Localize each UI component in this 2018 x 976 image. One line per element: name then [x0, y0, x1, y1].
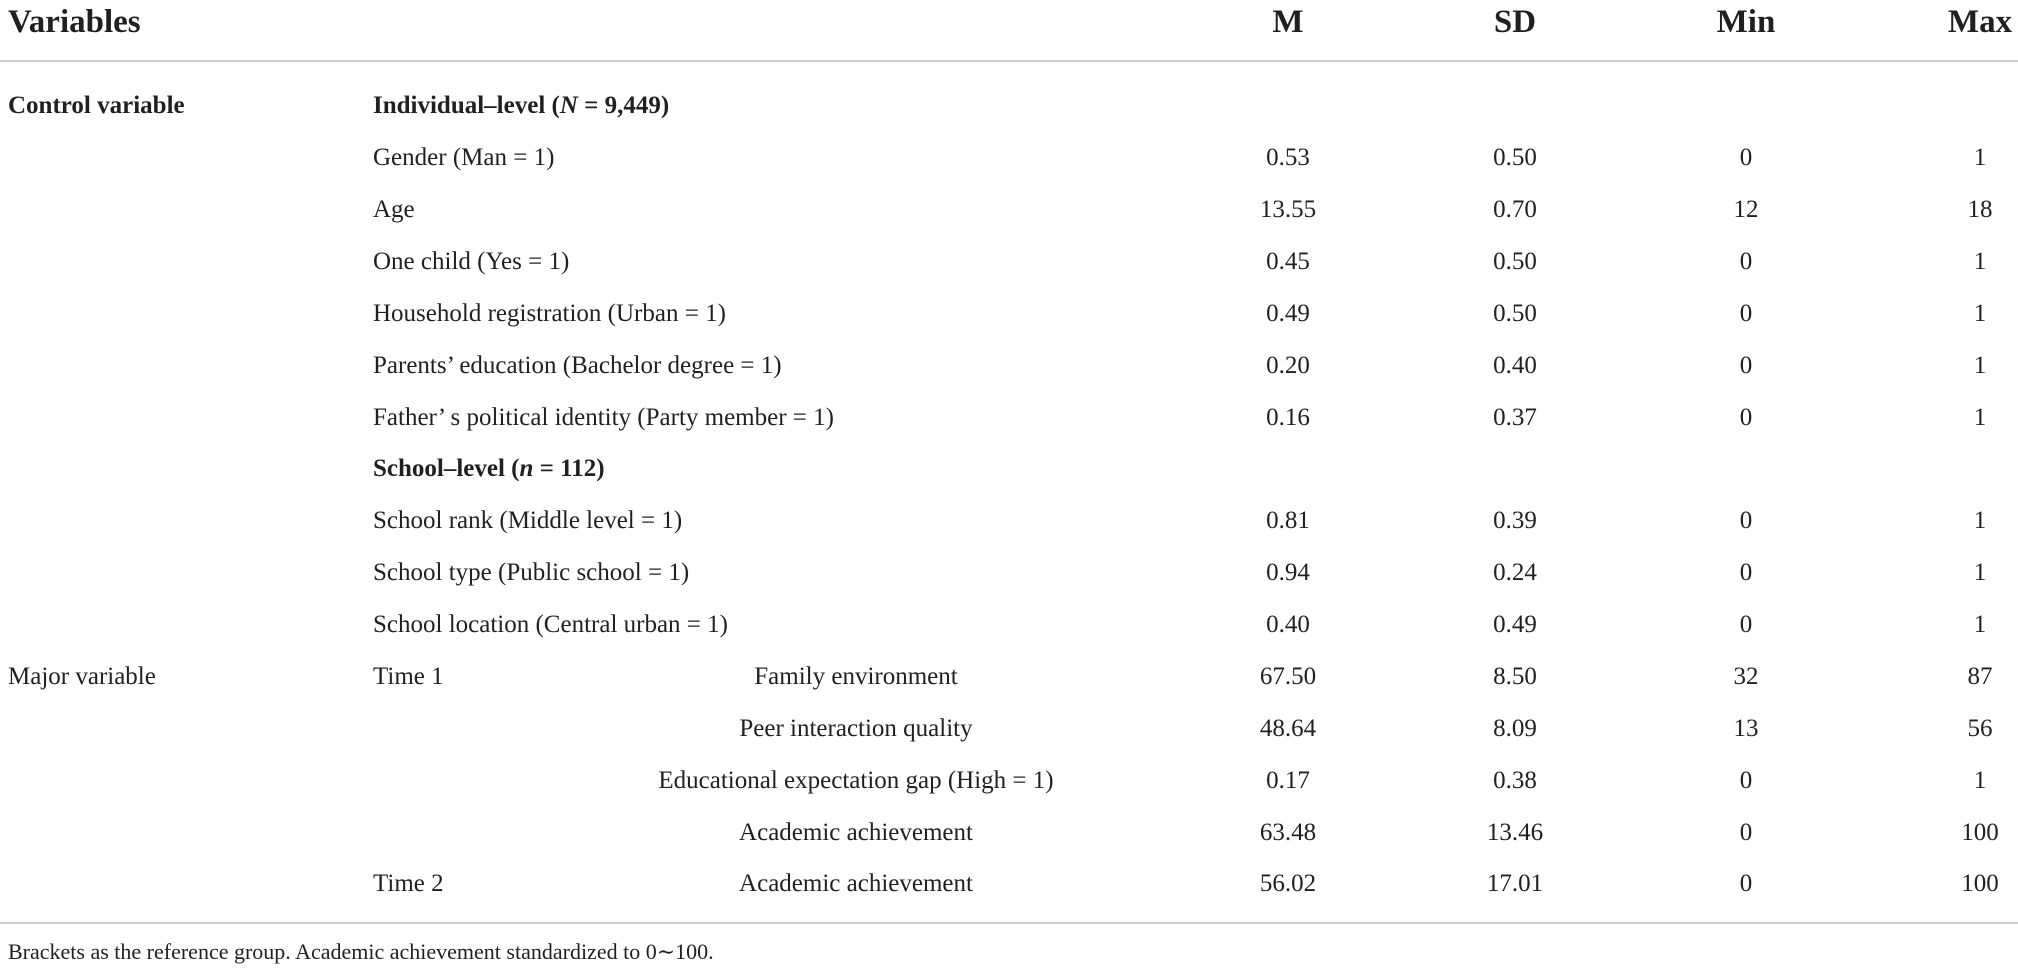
table-row	[0, 605, 2018, 645]
cell-m: 56.02	[1259, 870, 1317, 897]
cell-sd: 0.37	[1493, 404, 1537, 431]
row-label: School rank (Middle level = 1)	[373, 507, 683, 534]
category-control: Control variable	[8, 92, 185, 119]
time-label: Time 1	[373, 663, 444, 690]
cell-max: 1	[1973, 767, 1987, 794]
row-label: Educational expectation gap (High = 1)	[658, 767, 1054, 794]
cell-min: 0	[1739, 559, 1753, 586]
table-row	[0, 449, 2018, 489]
cell-m: 0.20	[1266, 352, 1310, 379]
cell-max: 87	[1967, 663, 1993, 690]
table-row	[0, 86, 2018, 126]
table-row	[0, 346, 2018, 386]
cell-sd: 0.40	[1493, 352, 1537, 379]
cell-m: 0.81	[1266, 507, 1310, 534]
row-label: One child (Yes = 1)	[373, 248, 570, 275]
cell-max: 1	[1973, 352, 1987, 379]
cell-max: 1	[1973, 611, 1987, 638]
cell-max: 1	[1973, 300, 1987, 327]
category-major: Major variable	[8, 663, 156, 690]
cell-max: 1	[1973, 248, 1987, 275]
table-row	[0, 813, 2018, 853]
row-label: School location (Central urban = 1)	[373, 611, 728, 638]
cell-min: 0	[1739, 248, 1753, 275]
cell-max: 100	[1961, 870, 1999, 897]
cell-m: 0.45	[1266, 248, 1310, 275]
cell-min: 0	[1739, 300, 1753, 327]
table-row	[0, 501, 2018, 541]
bottom-rule	[0, 922, 2018, 924]
time-label: Time 2	[373, 870, 444, 897]
cell-min: 0	[1739, 870, 1753, 897]
row-label: Family environment	[754, 663, 958, 690]
cell-sd: 0.39	[1493, 507, 1537, 534]
table-row	[0, 138, 2018, 178]
row-label: Academic achievement	[739, 819, 973, 846]
cell-m: 0.16	[1266, 404, 1310, 431]
row-label: Parents’ education (Bachelor degree = 1)	[373, 352, 782, 379]
cell-sd: 0.50	[1493, 300, 1537, 327]
cell-sd: 0.49	[1493, 611, 1537, 638]
cell-max: 18	[1967, 196, 1993, 223]
cell-m: 0.49	[1266, 300, 1310, 327]
cell-sd: 0.24	[1493, 559, 1537, 586]
cell-sd: 13.46	[1486, 819, 1544, 846]
cell-min: 0	[1739, 352, 1753, 379]
cell-min: 0	[1739, 507, 1753, 534]
cell-max: 1	[1973, 507, 1987, 534]
cell-min: 0	[1739, 819, 1753, 846]
row-label: Gender (Man = 1)	[373, 144, 555, 171]
cell-sd: 0.70	[1493, 196, 1537, 223]
individual-level-heading: Individual–level (N = 9,449)	[373, 92, 670, 119]
row-label: Peer interaction quality	[739, 715, 973, 742]
cell-sd: 17.01	[1486, 870, 1544, 897]
cell-m: 0.40	[1266, 611, 1310, 638]
table-row	[0, 242, 2018, 282]
table-footnote: Brackets as the reference group. Academic achievement standardized to 0∼100.	[8, 939, 714, 964]
table-row	[0, 709, 2018, 749]
cell-max: 1	[1973, 144, 1987, 171]
cell-sd: 0.50	[1493, 144, 1537, 171]
table-row	[0, 864, 2018, 904]
cell-min: 0	[1739, 144, 1753, 171]
cell-max: 100	[1961, 819, 1999, 846]
cell-m: 67.50	[1259, 663, 1317, 690]
cell-min: 12	[1733, 196, 1759, 223]
cell-m: 13.55	[1259, 196, 1317, 223]
school-level-heading: School–level (n = 112)	[373, 455, 605, 482]
cell-min: 0	[1739, 767, 1753, 794]
header-variables: Variables	[8, 4, 141, 40]
row-label: Academic achievement	[739, 870, 973, 897]
cell-m: 0.94	[1266, 559, 1310, 586]
cell-min: 13	[1733, 715, 1759, 742]
cell-m: 0.53	[1266, 144, 1310, 171]
table-row	[0, 761, 2018, 801]
cell-min: 0	[1739, 404, 1753, 431]
table-row	[0, 657, 2018, 697]
table-row	[0, 553, 2018, 593]
table-row	[0, 398, 2018, 438]
row-label: Father’ s political identity (Party member = 1)	[373, 404, 834, 431]
table-row	[0, 294, 2018, 334]
cell-sd: 8.09	[1493, 715, 1537, 742]
cell-max: 56	[1967, 715, 1993, 742]
cell-m: 48.64	[1259, 715, 1317, 742]
cell-sd: 0.38	[1493, 767, 1537, 794]
cell-min: 32	[1733, 663, 1759, 690]
cell-sd: 8.50	[1493, 663, 1537, 690]
cell-sd: 0.50	[1493, 248, 1537, 275]
cell-max: 1	[1973, 404, 1987, 431]
row-label: School type (Public school = 1)	[373, 559, 690, 586]
cell-m: 0.17	[1266, 767, 1310, 794]
table-row	[0, 190, 2018, 230]
row-label: Household registration (Urban = 1)	[373, 300, 726, 327]
cell-max: 1	[1973, 559, 1987, 586]
cell-m: 63.48	[1259, 819, 1317, 846]
header-rule	[0, 60, 2018, 62]
cell-min: 0	[1739, 611, 1753, 638]
row-label: Age	[373, 196, 415, 223]
